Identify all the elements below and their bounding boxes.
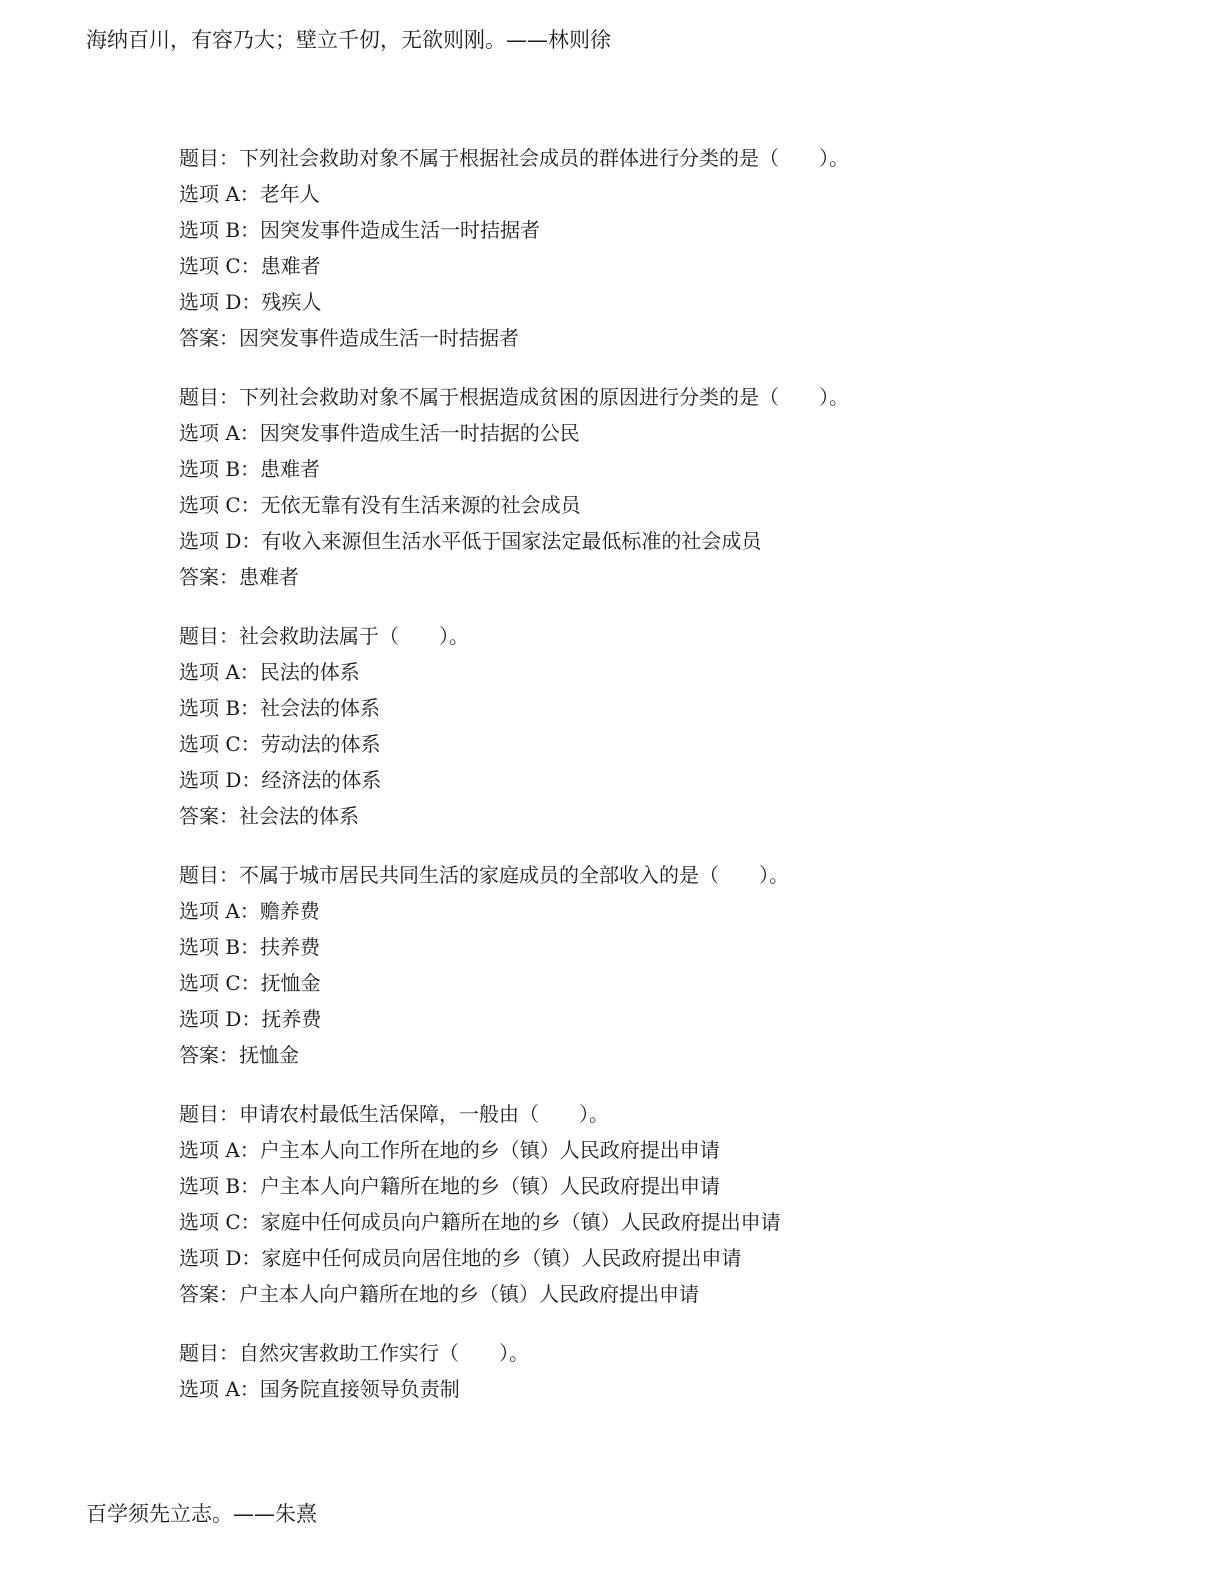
footer-quote: 百学须先立志。——朱熹 <box>86 1502 317 1526</box>
answer: 答案：户主本人向户籍所在地的乡（镇）人民政府提出申请 <box>179 1282 699 1306</box>
question-stem: 题目：不属于城市居民共同生活的家庭成员的全部收入的是（ ）。 <box>179 863 789 887</box>
option-d: 选项 D：家庭中任何成员向居住地的乡（镇）人民政府提出申请 <box>179 1246 742 1270</box>
question-stem: 题目：自然灾害救助工作实行（ ）。 <box>179 1341 529 1365</box>
option-a: 选项 A：民法的体系 <box>179 660 360 684</box>
option-a: 选项 A：赡养费 <box>179 899 320 923</box>
question-4 <box>179 857 1139 1073</box>
option-b: 选项 B：扶养费 <box>179 935 321 959</box>
question-stem: 题目：社会救助法属于（ ）。 <box>179 624 469 648</box>
question-stem: 题目：下列社会救助对象不属于根据造成贫困的原因进行分类的是（ ）。 <box>179 385 849 409</box>
option-a: 选项 A：户主本人向工作所在地的乡（镇）人民政府提出申请 <box>179 1138 720 1162</box>
option-c: 选项 C：患难者 <box>179 254 321 278</box>
option-b: 选项 B：社会法的体系 <box>179 696 381 720</box>
option-b: 选项 B：因突发事件造成生活一时拮据者 <box>179 218 541 242</box>
question-2 <box>179 379 1139 595</box>
answer: 答案：因突发事件造成生活一时拮据者 <box>179 326 519 350</box>
question-stem: 题目：申请农村最低生活保障，一般由（ ）。 <box>179 1102 609 1126</box>
question-3 <box>179 618 1139 834</box>
option-b: 选项 B：户主本人向户籍所在地的乡（镇）人民政府提出申请 <box>179 1174 721 1198</box>
header-quote: 海纳百川，有容乃大；壁立千仞，无欲则刚。——林则徐 <box>86 28 611 52</box>
option-c: 选项 C：抚恤金 <box>179 971 321 995</box>
option-c: 选项 C：家庭中任何成员向户籍所在地的乡（镇）人民政府提出申请 <box>179 1210 781 1234</box>
question-1 <box>179 140 1139 356</box>
question-list <box>179 140 1139 1430</box>
option-a: 选项 A：老年人 <box>179 182 320 206</box>
option-d: 选项 D：经济法的体系 <box>179 768 382 792</box>
option-b: 选项 B：患难者 <box>179 457 321 481</box>
question-5 <box>179 1096 1139 1312</box>
option-a: 选项 A：因突发事件造成生活一时拮据的公民 <box>179 421 580 445</box>
option-d: 选项 D：有收入来源但生活水平低于国家法定最低标准的社会成员 <box>179 529 762 553</box>
option-a: 选项 A：国务院直接领导负责制 <box>179 1377 460 1401</box>
question-6 <box>179 1335 1139 1407</box>
option-d: 选项 D：残疾人 <box>179 290 322 314</box>
option-d: 选项 D：抚养费 <box>179 1007 322 1031</box>
question-stem: 题目：下列社会救助对象不属于根据社会成员的群体进行分类的是（ ）。 <box>179 146 849 170</box>
answer: 答案：社会法的体系 <box>179 804 359 828</box>
option-c: 选项 C：劳动法的体系 <box>179 732 381 756</box>
answer: 答案：抚恤金 <box>179 1043 299 1067</box>
option-c: 选项 C：无依无靠有没有生活来源的社会成员 <box>179 493 581 517</box>
answer: 答案：患难者 <box>179 565 299 589</box>
